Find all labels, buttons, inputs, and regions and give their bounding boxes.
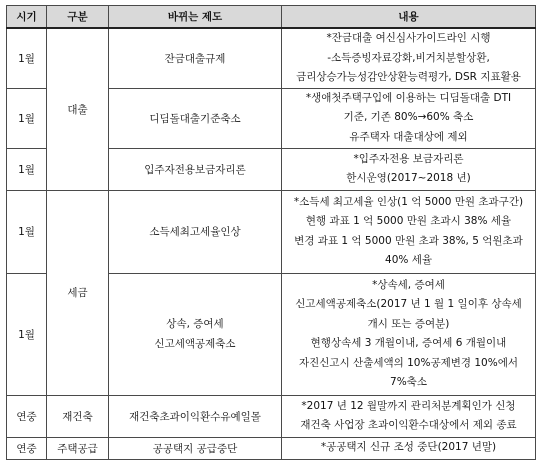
table-row xyxy=(7,395,536,437)
policy-cell: 잔금대출규제 xyxy=(109,28,282,88)
header-category: 구분 xyxy=(47,6,109,29)
content-line: *입주자전용 보금자리론 xyxy=(353,152,464,165)
period-cell: 연중 xyxy=(7,437,47,459)
content-line: 금리상승가능성감안상환능력평가, DSR 지표활용 xyxy=(296,71,521,83)
table-row xyxy=(7,190,536,273)
category-cell: 대출 xyxy=(47,28,109,190)
content-line: 현행상속세 3 개월이내, 증여세 6 개월이내 xyxy=(310,337,507,349)
content-cell xyxy=(282,88,536,148)
period-cell: 1월 xyxy=(7,148,47,190)
content-line: *소득세 최고세율 인상(1 억 5000 만원 초과구간) xyxy=(293,195,524,208)
content-cell xyxy=(282,148,536,190)
content-line: 신고세액공제축소(2017 년 1 월 1 일이후 상속세 xyxy=(295,298,522,310)
content-line: 유주택자 대출대상에 제외 xyxy=(349,130,468,143)
category-cell: 재건축 xyxy=(47,395,109,437)
content-line: 7%축소 xyxy=(390,376,427,388)
policy-line: 신고세액공제축소 xyxy=(154,338,236,350)
content-line: *공공택지 신규 조성 중단(2017 년말) xyxy=(320,441,497,454)
period-cell: 연중 xyxy=(7,395,47,437)
content-line: 기준, 기존 80%→60% 축소 xyxy=(343,111,474,124)
period-cell: 1월 xyxy=(7,273,47,395)
content-line: 현행 과표 1 억 5000 만원 초과시 38% 세율 xyxy=(305,215,512,227)
content-line: -소득증빙자료강화,비거치분할상환, xyxy=(327,51,490,64)
content-line: 40% 세율 xyxy=(385,254,432,266)
content-line: 개시 또는 증여분) xyxy=(367,317,450,330)
content-line: *생애첫주택구입에 이용하는 디딤돌대출 DTI xyxy=(305,91,512,104)
category-cell: 세금 xyxy=(47,190,109,395)
content-line: *잔금대출 여신심사가이드라인 시행 xyxy=(326,32,491,44)
period-cell: 1월 xyxy=(7,88,47,148)
content-line: 변경 과표 1 억 5000 만원 초과 38%, 5 억원초과 xyxy=(294,234,523,247)
policy-cell: 디딤돌대출기준축소 xyxy=(109,88,282,148)
policy-changes-table xyxy=(6,5,536,460)
table-header-row xyxy=(7,6,536,29)
policy-cell: 소득세최고세율인상 xyxy=(109,190,282,273)
content-cell xyxy=(282,437,536,459)
policy-cell: 입주자전용보금자리론 xyxy=(109,148,282,190)
content-line: 자진신고시 산출세액의 10%공제변경 10%에서 xyxy=(299,356,518,369)
period-cell: 1월 xyxy=(7,28,47,88)
content-line: *2017 년 12 월말까지 관리처분계획인가 신청 xyxy=(301,399,516,412)
content-cell xyxy=(282,190,536,273)
header-content: 내용 xyxy=(282,6,536,29)
policy-line: 상속, 증여세 xyxy=(166,318,224,330)
content-cell xyxy=(282,395,536,437)
policy-cell: 재건축초과이익환수유예일몰 xyxy=(109,395,282,437)
content-cell xyxy=(282,28,536,88)
policy-cell xyxy=(109,273,282,395)
header-period: 시기 xyxy=(7,6,47,29)
content-line: *상속세, 증여세 xyxy=(372,278,445,291)
policy-cell: 공공택지 공급중단 xyxy=(109,437,282,459)
table-row xyxy=(7,28,536,88)
category-cell: 주택공급 xyxy=(47,437,109,459)
content-line: 한시운영(2017~2018 년) xyxy=(346,172,471,184)
header-policy: 바뀌는 제도 xyxy=(109,6,282,29)
table-row xyxy=(7,437,536,459)
content-line: 재건축 사업장 초과이익환수대상에서 제외 종료 xyxy=(300,419,517,431)
content-cell xyxy=(282,273,536,395)
period-cell: 1월 xyxy=(7,190,47,273)
